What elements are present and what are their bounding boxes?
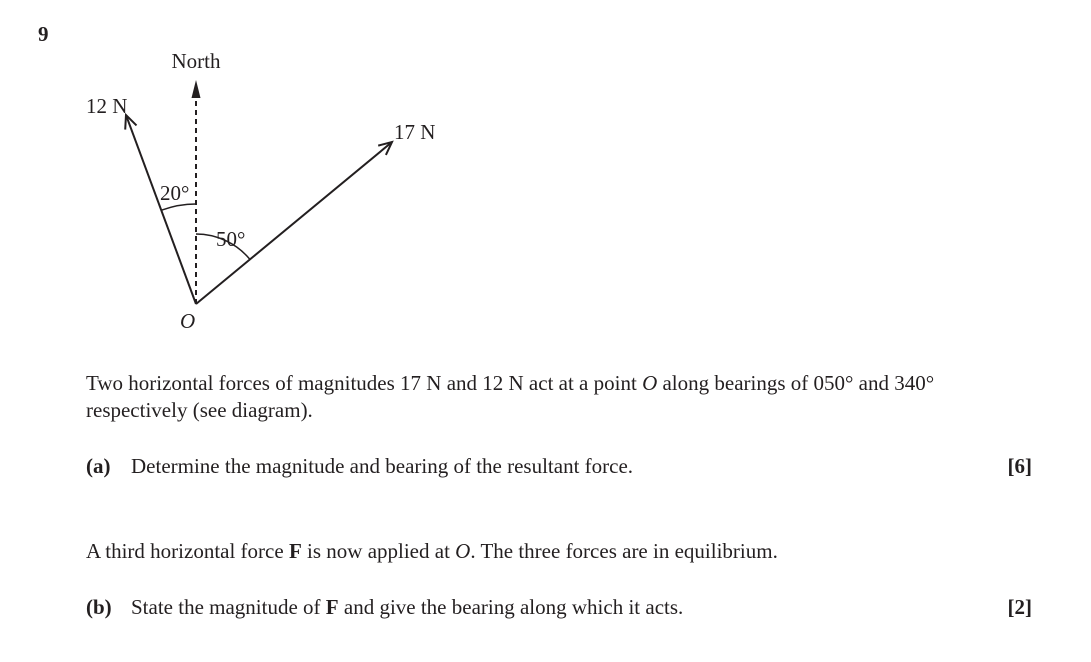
- north-label: North: [171, 49, 221, 73]
- statement-text-3: . The three forces are in equilibrium.: [470, 539, 778, 563]
- part-b: [86, 594, 1032, 621]
- north-arrowhead: [192, 80, 201, 98]
- part-b-marks: [2]: [1007, 595, 1032, 619]
- intro-text-1: Two horizontal forces of magnitudes 17 N and 12 N act at a point: [86, 371, 643, 395]
- origin-label: O: [180, 309, 196, 333]
- part-a: [86, 453, 1032, 480]
- force-12n-label: 12 N: [86, 94, 128, 118]
- intro-text-2: along bearings of 050° and 340° respectively (see diagram).: [86, 371, 935, 422]
- statement-text-1: A third horizontal force: [86, 539, 289, 563]
- statement-text-2: is now applied at: [301, 539, 456, 563]
- part-a-label: (a): [86, 454, 111, 478]
- intro-point: O: [642, 371, 658, 395]
- part-b-label: (b): [86, 595, 112, 619]
- part-b-text-1: State the magnitude of: [131, 595, 326, 619]
- force-17n-label: 17 N: [394, 120, 436, 144]
- part-b-text-2: and give the bearing along which it acts.: [338, 595, 684, 619]
- angle-50-label: 50°: [216, 227, 246, 251]
- part-b-force: F: [325, 595, 339, 619]
- part-a-text: Determine the magnitude and bearing of the resultant force.: [131, 454, 634, 478]
- statement-force: F: [288, 539, 302, 563]
- question-intro: [86, 370, 1026, 424]
- force-17n-line: [196, 142, 392, 304]
- statement-point: O: [455, 539, 471, 563]
- angle-20-label: 20°: [160, 181, 190, 205]
- force-12n-line: [126, 115, 196, 304]
- equilibrium-statement: [86, 538, 778, 565]
- part-a-marks: [6]: [1007, 454, 1032, 478]
- question-number: 9: [38, 22, 49, 46]
